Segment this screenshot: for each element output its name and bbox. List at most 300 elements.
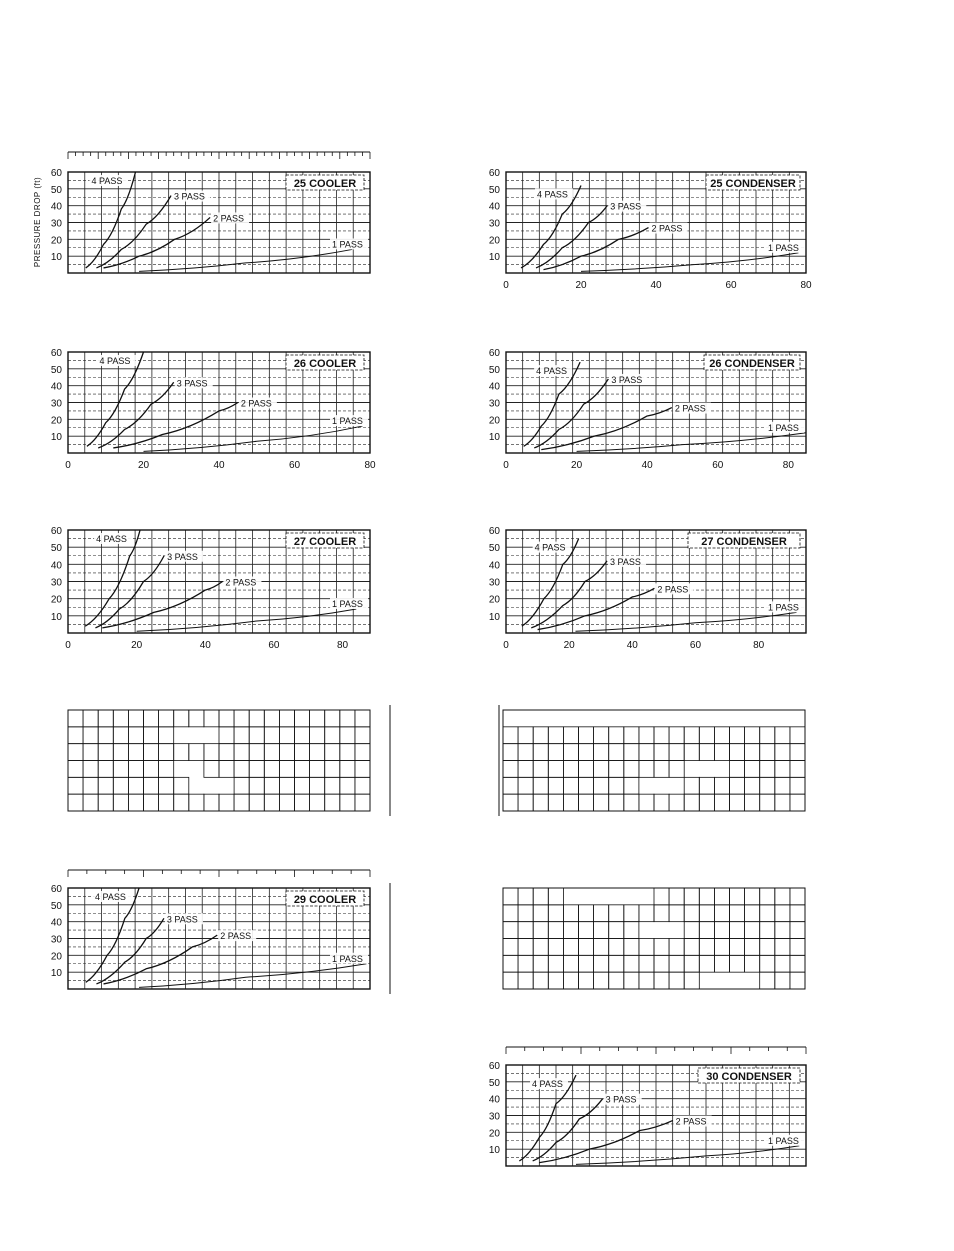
grid-cell xyxy=(340,710,355,727)
y-tick-label: 30 xyxy=(50,934,62,946)
grid-cell xyxy=(594,922,609,939)
grid-cell xyxy=(174,794,189,811)
blank-grid-right xyxy=(503,710,805,811)
grid-cell xyxy=(295,744,310,761)
grid-cell xyxy=(609,972,624,989)
grid-cell xyxy=(83,744,98,761)
chart-6 xyxy=(489,526,806,651)
grid-cell xyxy=(113,727,128,744)
grid-cell xyxy=(563,905,578,922)
series-label: 1 PASS xyxy=(332,953,363,964)
series-line xyxy=(544,228,649,270)
grid-cell xyxy=(279,710,294,727)
grid-cell xyxy=(189,710,204,727)
grid-cell xyxy=(714,777,729,794)
grid-cell xyxy=(790,794,805,811)
grid-cell xyxy=(533,888,548,905)
series-line xyxy=(534,379,608,448)
y-tick-label: 60 xyxy=(50,884,62,895)
grid-cell xyxy=(594,972,609,989)
grid-cell xyxy=(714,955,729,972)
chart-8 xyxy=(489,1047,806,1166)
x-tick-label: 60 xyxy=(268,640,280,651)
grid-cell xyxy=(264,777,279,794)
grid-cell xyxy=(745,794,760,811)
grid-cell xyxy=(563,922,578,939)
grid-cell xyxy=(548,955,563,972)
grid-cell xyxy=(624,955,639,972)
grid-cell xyxy=(295,777,310,794)
y-tick-label: 30 xyxy=(488,1111,500,1123)
grid-cell xyxy=(669,888,684,905)
grid-cell xyxy=(654,744,669,761)
grid-cell xyxy=(234,777,249,794)
grid-cell xyxy=(609,727,624,744)
y-tick-label: 20 xyxy=(488,235,500,247)
grid-cell xyxy=(219,727,234,744)
series-line xyxy=(139,249,352,271)
series-line xyxy=(576,1146,799,1165)
grid-cell xyxy=(83,794,98,811)
grid-cell xyxy=(325,761,340,778)
grid-cell xyxy=(264,761,279,778)
grid-cell xyxy=(730,744,745,761)
chart-title: 26 CONDENSER xyxy=(709,358,795,370)
grid-cell xyxy=(533,794,548,811)
grid-cell xyxy=(684,744,699,761)
grid-cell xyxy=(174,744,189,761)
series-label: 3 PASS xyxy=(610,201,642,212)
grid-cell xyxy=(684,922,699,939)
grid-cell xyxy=(579,905,594,922)
grid-cell xyxy=(714,939,729,956)
x-tick-label: 40 xyxy=(641,460,653,471)
x-tick-label: 80 xyxy=(753,640,765,651)
grid-cell xyxy=(730,905,745,922)
grid-cell xyxy=(775,777,790,794)
chart-3 xyxy=(51,348,376,471)
series-line xyxy=(577,433,806,452)
grid-cell xyxy=(128,777,143,794)
grid-cell xyxy=(594,794,609,811)
y-tick-label: 20 xyxy=(50,235,62,247)
grid-cell xyxy=(624,794,639,811)
x-tick-label: 60 xyxy=(725,280,737,291)
grid-cell xyxy=(159,710,174,727)
grid-cell xyxy=(579,939,594,956)
grid-cell xyxy=(518,905,533,922)
grid-cell xyxy=(295,710,310,727)
series-line xyxy=(96,196,171,268)
grid-cell xyxy=(264,710,279,727)
grid-cell xyxy=(730,794,745,811)
grid-cell xyxy=(295,727,310,744)
grid-cell xyxy=(128,727,143,744)
grid-cell xyxy=(310,727,325,744)
grid-cell xyxy=(340,727,355,744)
y-tick-label: 10 xyxy=(488,252,500,264)
grid-cell xyxy=(174,710,189,727)
grid-cell xyxy=(279,794,294,811)
grid-cell xyxy=(189,794,204,811)
x-tick-label: 60 xyxy=(288,460,301,471)
y-tick-label: 30 xyxy=(488,398,500,410)
grid-cell xyxy=(624,972,639,989)
grid-cell xyxy=(83,710,98,727)
grid-cell xyxy=(790,955,805,972)
grid-cell xyxy=(503,905,518,922)
grid-cell xyxy=(699,727,714,744)
grid-cell xyxy=(310,744,325,761)
grid-cell xyxy=(639,794,654,811)
grid-cell xyxy=(699,744,714,761)
x-tick-label: 60 xyxy=(712,460,724,471)
grid-cell xyxy=(730,955,745,972)
grid-cell xyxy=(98,794,113,811)
grid-cell xyxy=(503,727,518,744)
grid-cell xyxy=(624,761,639,778)
grid-cell xyxy=(563,939,578,956)
grid-cell xyxy=(503,888,518,905)
grid-cell xyxy=(639,955,654,972)
chart-title: 27 COOLER xyxy=(293,536,357,548)
grid-cell xyxy=(639,727,654,744)
grid-cell xyxy=(639,761,654,778)
grid-cell xyxy=(579,727,594,744)
grid-cell xyxy=(518,939,533,956)
y-tick-label: 60 xyxy=(488,1061,500,1072)
y-tick-label: 30 xyxy=(488,218,500,230)
grid-cell xyxy=(730,922,745,939)
grid-cell xyxy=(159,727,174,744)
grid-cell xyxy=(533,905,548,922)
grid-cell xyxy=(503,972,518,989)
grid-cell xyxy=(669,727,684,744)
y-tick-label: 20 xyxy=(50,594,62,606)
grid-cell xyxy=(654,939,669,956)
grid-cell xyxy=(760,955,775,972)
grid-cell xyxy=(730,939,745,956)
y-tick-label: 40 xyxy=(488,201,500,213)
grid-cell xyxy=(128,794,143,811)
grid-cell xyxy=(760,888,775,905)
grid-cell xyxy=(234,710,249,727)
grid-cell xyxy=(579,761,594,778)
grid-cell xyxy=(98,744,113,761)
grid-cell xyxy=(669,761,684,778)
grid-cell xyxy=(669,939,684,956)
grid-cell xyxy=(340,794,355,811)
series-line xyxy=(85,530,140,626)
grid-cell xyxy=(609,905,624,922)
grid-cell xyxy=(790,972,805,989)
grid-cell xyxy=(533,777,548,794)
grid-cell xyxy=(730,727,745,744)
grid-cell xyxy=(325,727,340,744)
series-label: 4 PASS xyxy=(95,892,126,902)
grid-cell xyxy=(563,777,578,794)
grid-cell xyxy=(204,761,219,778)
grid-cell xyxy=(234,761,249,778)
y-tick-label: 50 xyxy=(488,1077,500,1089)
grid-cell xyxy=(340,744,355,761)
grid-cell xyxy=(760,939,775,956)
grid-cell xyxy=(594,939,609,956)
grid-cell xyxy=(684,777,699,794)
series-line xyxy=(538,588,655,629)
grid-cell xyxy=(775,905,790,922)
series-line xyxy=(531,561,607,628)
grid-cell xyxy=(790,744,805,761)
y-tick-label: 50 xyxy=(50,543,62,555)
grid-cell xyxy=(654,794,669,811)
series-label: 4 PASS xyxy=(91,176,123,186)
grid-cell xyxy=(775,939,790,956)
top-ruler xyxy=(68,870,370,877)
grid-cell xyxy=(204,794,219,811)
grid-cell xyxy=(144,761,159,778)
grid-cell xyxy=(219,794,234,811)
series-label: 3 PASS xyxy=(611,374,643,385)
grid-cell xyxy=(98,727,113,744)
series-label: 3 PASS xyxy=(610,556,641,567)
grid-cell xyxy=(98,710,113,727)
series-label: 2 PASS xyxy=(213,213,244,224)
series-label: 2 PASS xyxy=(220,931,252,942)
grid-cell xyxy=(730,888,745,905)
grid-cell xyxy=(684,727,699,744)
grid-cell xyxy=(730,761,745,778)
chart-4 xyxy=(489,348,806,471)
grid-cell xyxy=(128,710,143,727)
series-label: 3 PASS xyxy=(166,914,198,925)
grid-cell xyxy=(340,777,355,794)
grid-cell xyxy=(760,761,775,778)
grid-cell xyxy=(639,939,654,956)
y-tick-label: 10 xyxy=(50,252,62,264)
y-tick-label: 10 xyxy=(50,968,62,980)
x-tick-label: 0 xyxy=(65,640,71,651)
grid-cell xyxy=(684,888,699,905)
grid-cell xyxy=(159,761,174,778)
series-label: 4 PASS xyxy=(99,356,131,366)
grid-cell xyxy=(609,744,624,761)
grid-cell xyxy=(128,761,143,778)
grid-cell xyxy=(594,955,609,972)
grid-cell xyxy=(714,905,729,922)
grid-cell xyxy=(669,794,684,811)
grid-cell xyxy=(790,777,805,794)
grid-cell xyxy=(699,939,714,956)
grid-cell xyxy=(113,710,128,727)
grid-cell xyxy=(775,972,790,989)
grid-cell xyxy=(295,761,310,778)
y-tick-label: 50 xyxy=(488,543,500,555)
grid-cell xyxy=(639,744,654,761)
x-tick-label: 20 xyxy=(131,640,143,651)
x-tick-label: 0 xyxy=(503,640,509,651)
grid-cell xyxy=(639,972,654,989)
series-line xyxy=(95,556,164,628)
grid-cell xyxy=(563,761,578,778)
grid-cell xyxy=(249,744,264,761)
grid-cell xyxy=(219,710,234,727)
series-line xyxy=(104,217,211,268)
grid-cell xyxy=(113,794,128,811)
grid-cell xyxy=(533,955,548,972)
y-tick-label: 30 xyxy=(50,218,62,230)
grid-cell xyxy=(745,777,760,794)
grid-cell xyxy=(355,794,370,811)
y-tick-label: 60 xyxy=(488,168,500,179)
grid-cell xyxy=(310,761,325,778)
grid-cell xyxy=(775,888,790,905)
y-tick-label: 50 xyxy=(488,184,500,196)
grid-cell xyxy=(83,761,98,778)
grid-cell xyxy=(159,744,174,761)
chart-5 xyxy=(51,526,370,651)
grid-cell xyxy=(144,744,159,761)
grid-cell xyxy=(204,710,219,727)
grid-cell xyxy=(760,972,775,989)
grid-cell xyxy=(548,727,563,744)
grid-cell xyxy=(518,744,533,761)
grid-cell xyxy=(579,794,594,811)
grid-cell xyxy=(745,744,760,761)
y-tick-label: 50 xyxy=(50,364,62,376)
series-label: 4 PASS xyxy=(537,189,568,200)
grid-cell xyxy=(609,922,624,939)
grid-cell xyxy=(68,777,83,794)
grid-cell xyxy=(579,972,594,989)
blank-grid-left xyxy=(68,710,370,811)
y-tick-label: 20 xyxy=(50,951,62,963)
series-line xyxy=(86,888,139,982)
y-tick-label: 10 xyxy=(488,611,500,623)
series-label: 2 PASS xyxy=(240,398,272,409)
grid-cell xyxy=(325,794,340,811)
y-tick-label: 60 xyxy=(488,348,500,359)
grid-cell xyxy=(83,727,98,744)
chart-title: 27 CONDENSER xyxy=(701,536,787,548)
top-ruler xyxy=(506,1047,806,1054)
series-label: 2 PASS xyxy=(674,403,706,414)
series-line xyxy=(98,382,174,448)
series-label: 1 PASS xyxy=(768,1135,799,1146)
grid-cell xyxy=(760,905,775,922)
grid-cell xyxy=(68,794,83,811)
grid-cell xyxy=(745,727,760,744)
grid-cell xyxy=(699,888,714,905)
grid-cell xyxy=(548,939,563,956)
grid-cell xyxy=(609,777,624,794)
chart-title: 25 COOLER xyxy=(293,178,357,190)
grid-cell xyxy=(279,777,294,794)
grid-cell xyxy=(714,727,729,744)
grid-cell xyxy=(684,955,699,972)
series-line xyxy=(144,426,363,451)
grid-cell xyxy=(249,761,264,778)
grid-cell xyxy=(533,744,548,761)
grid-cell xyxy=(684,972,699,989)
grid-cell xyxy=(790,922,805,939)
grid-cell xyxy=(518,888,533,905)
grid-cell xyxy=(654,727,669,744)
grid-cell xyxy=(548,972,563,989)
chart-1 xyxy=(51,152,370,273)
grid-cell xyxy=(548,761,563,778)
y-tick-label: 40 xyxy=(50,560,62,572)
chart-title: 30 CONDENSER xyxy=(706,1071,792,1083)
grid-cell xyxy=(790,905,805,922)
x-tick-label: 80 xyxy=(782,460,794,471)
grid-cell xyxy=(699,905,714,922)
y-tick-label: 60 xyxy=(50,526,62,537)
x-tick-label: 0 xyxy=(65,460,71,471)
series-label: 1 PASS xyxy=(768,602,799,613)
grid-cell xyxy=(310,794,325,811)
grid-cell xyxy=(503,777,518,794)
grid-cell xyxy=(579,777,594,794)
grid-cell xyxy=(219,744,234,761)
grid-cell xyxy=(654,905,669,922)
grid-cell xyxy=(310,710,325,727)
grid-cell xyxy=(745,955,760,972)
grid-cell xyxy=(518,777,533,794)
grid-cell xyxy=(775,727,790,744)
grid-cell xyxy=(518,761,533,778)
y-axis-title: PRESSURE DROP (ft) xyxy=(33,176,42,268)
grid-cell xyxy=(249,777,264,794)
y-tick-label: 40 xyxy=(488,560,500,572)
grid-cell xyxy=(745,905,760,922)
grid-cell xyxy=(98,777,113,794)
grid-cell xyxy=(144,777,159,794)
grid-cell xyxy=(579,922,594,939)
grid-cell xyxy=(355,710,370,727)
x-tick-label: 80 xyxy=(336,640,349,651)
blank-grid-lower xyxy=(503,888,805,989)
x-tick-label: 20 xyxy=(571,460,583,471)
grid-cell xyxy=(189,744,204,761)
grid-cell xyxy=(624,777,639,794)
series-label: 1 PASS xyxy=(332,598,363,609)
x-tick-label: 40 xyxy=(199,640,211,651)
grid-cell xyxy=(624,939,639,956)
grid-cell xyxy=(624,922,639,939)
grid-cell xyxy=(518,972,533,989)
series-label: 4 PASS xyxy=(536,366,567,377)
grid-cell xyxy=(699,777,714,794)
grid-cell xyxy=(624,905,639,922)
grid-cell xyxy=(760,777,775,794)
grid-cell xyxy=(204,744,219,761)
grid-cell xyxy=(548,888,563,905)
y-tick-label: 30 xyxy=(50,398,62,410)
grid-cell xyxy=(594,744,609,761)
grid-cell xyxy=(128,744,143,761)
grid-cell xyxy=(144,710,159,727)
grid-cell xyxy=(325,744,340,761)
y-tick-label: 30 xyxy=(50,577,62,589)
grid-cell xyxy=(548,905,563,922)
grid-cell xyxy=(340,761,355,778)
series-label: 1 PASS xyxy=(768,422,799,433)
grid-cell xyxy=(548,922,563,939)
grid-cell xyxy=(518,794,533,811)
grid-cell xyxy=(264,794,279,811)
x-tick-label: 20 xyxy=(575,280,587,291)
